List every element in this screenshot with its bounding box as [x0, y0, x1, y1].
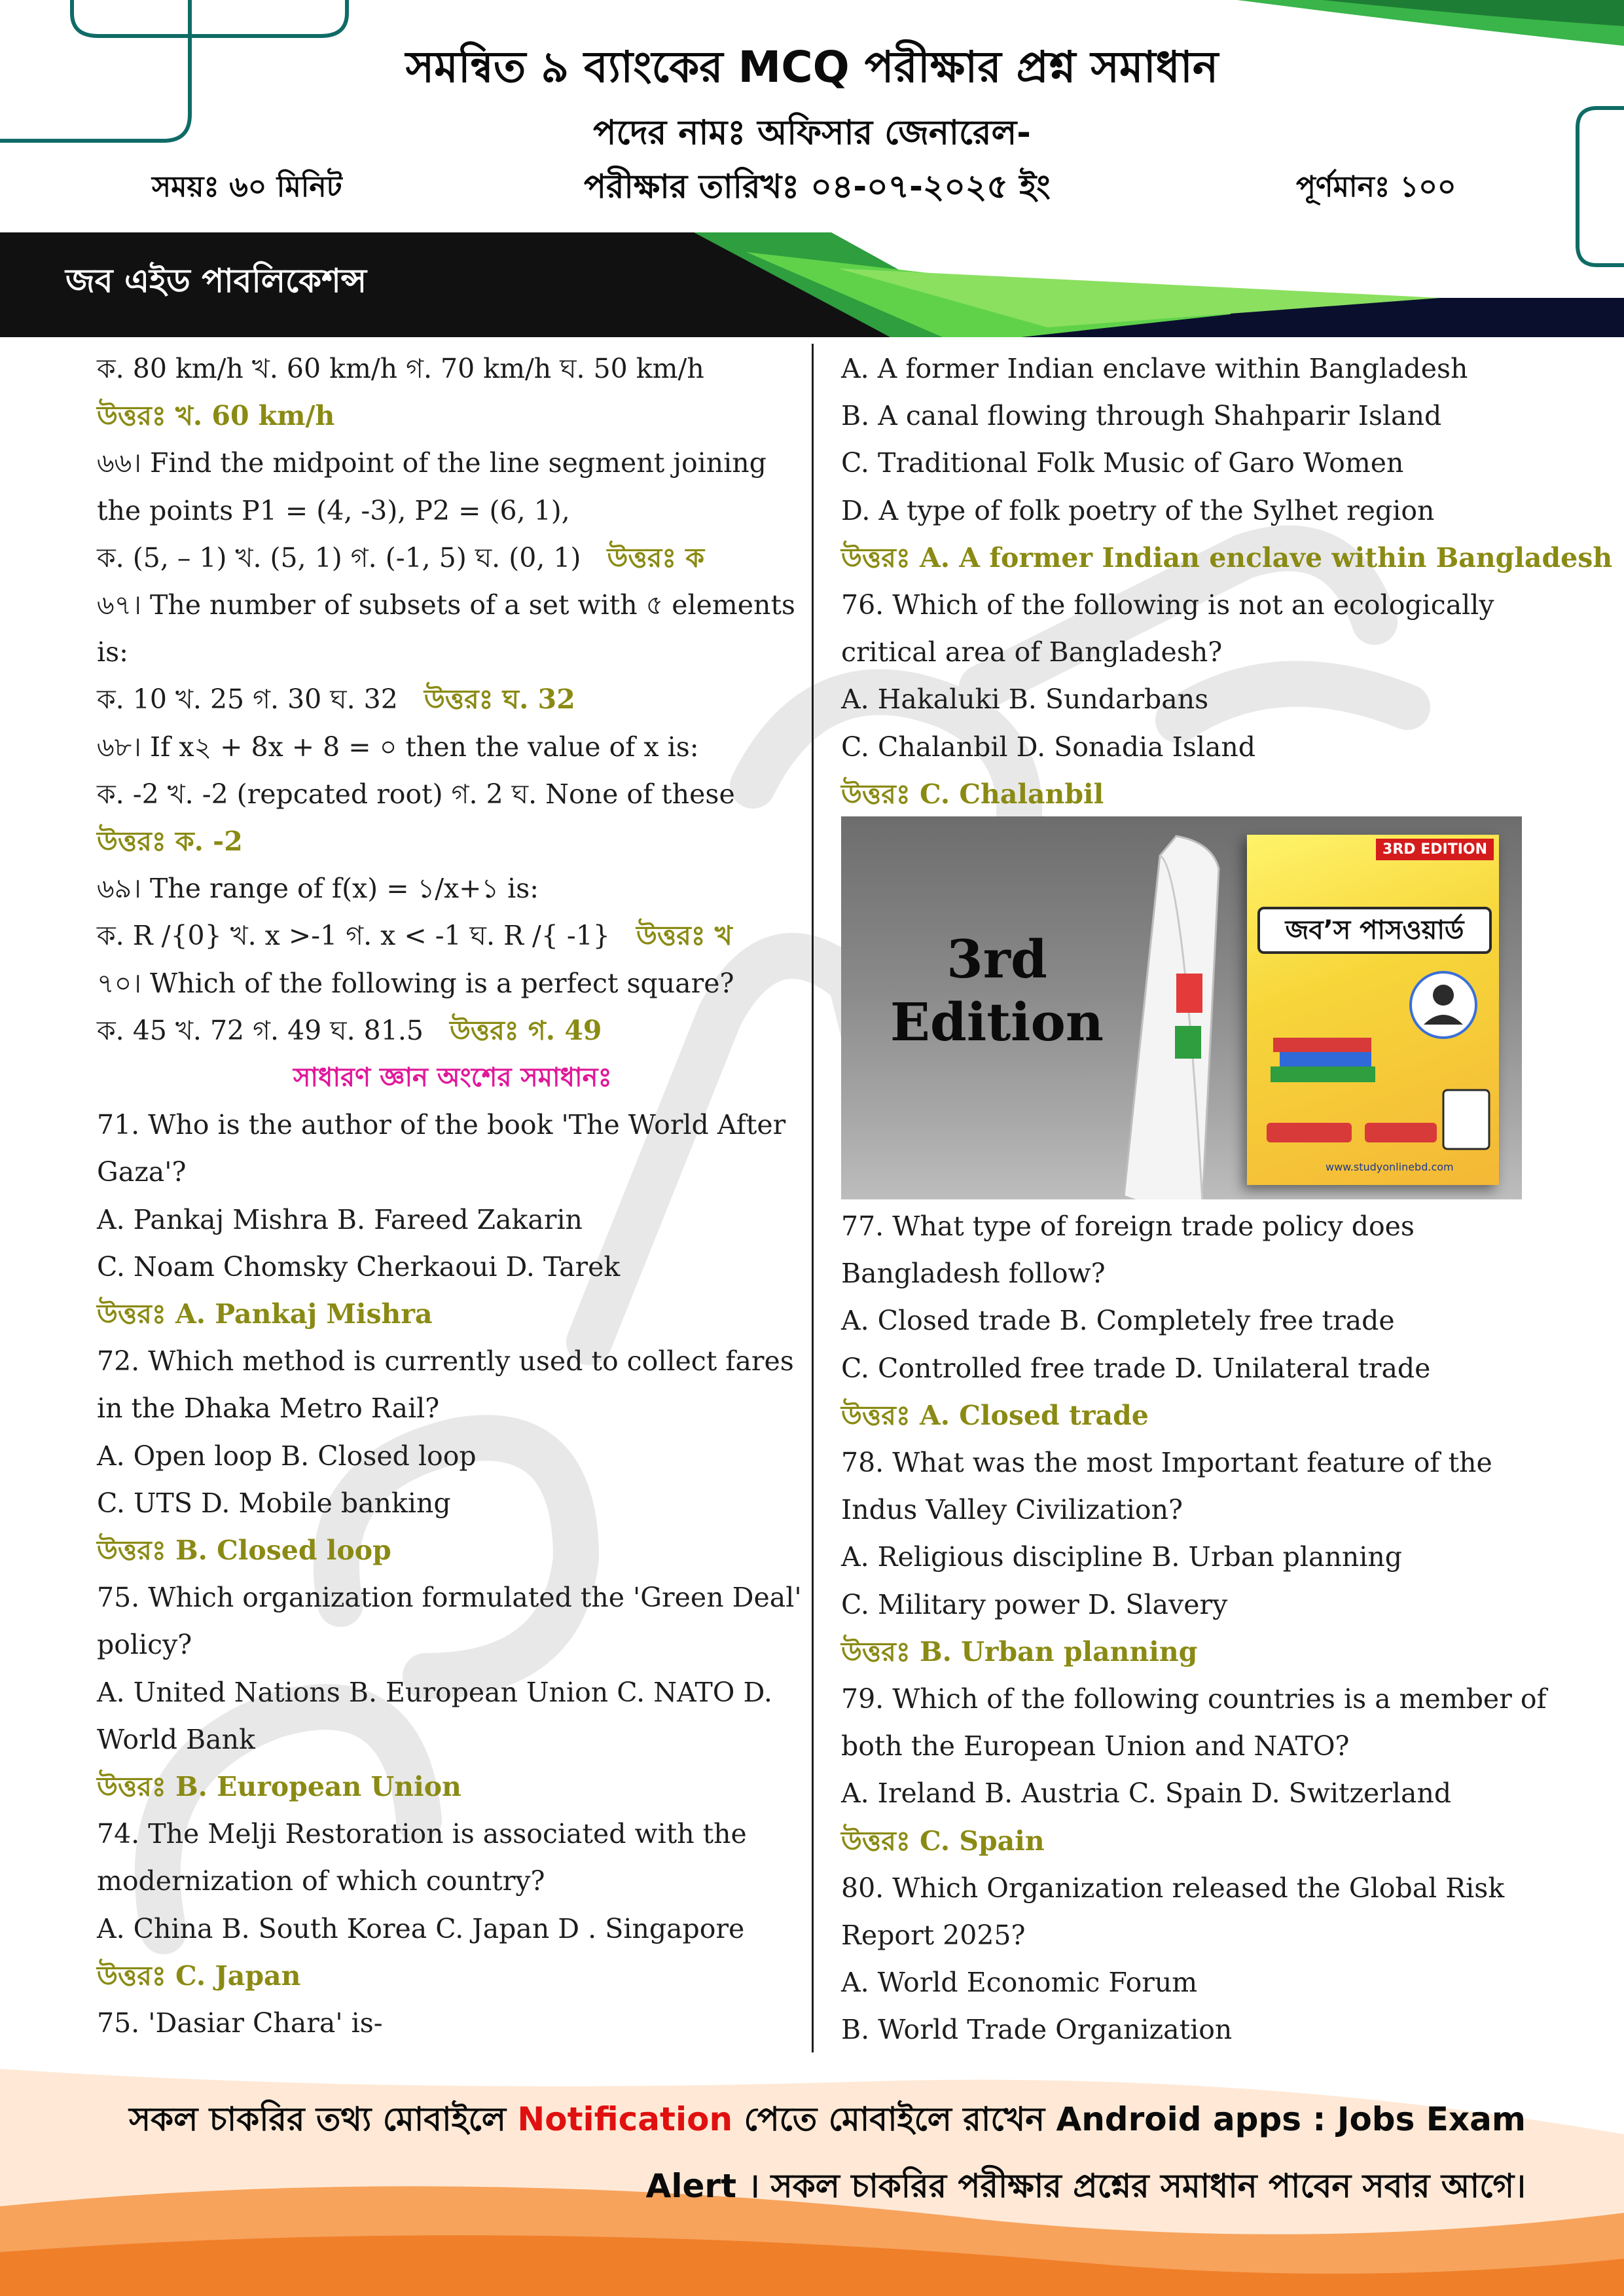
- line-text: উত্তরঃ ক. -2: [97, 826, 243, 857]
- notification-word: Notification: [517, 2100, 733, 2138]
- question-line: [97, 1389, 439, 1428]
- line-text: উত্তরঃ B. European Union: [97, 1771, 461, 1802]
- question-line: [97, 1152, 187, 1192]
- line-text: উত্তরঃ B. Urban planning: [841, 1635, 1198, 1667]
- footer-line-1: [129, 2095, 1526, 2149]
- line-text: 77. What type of foreign trade policy does: [841, 1211, 1415, 1242]
- answer-line: [97, 1294, 433, 1334]
- edition-badge: 3RD EDITION: [1376, 839, 1494, 860]
- line-text: both the European Union and NATO?: [841, 1730, 1350, 1762]
- question-line: [841, 1774, 1451, 1813]
- question-line: [97, 632, 128, 672]
- question-line: [841, 727, 1255, 767]
- answer-line: [841, 1396, 1149, 1435]
- question-line: [97, 964, 734, 1003]
- question-line: [841, 1301, 1395, 1340]
- question-line: [97, 1814, 747, 1853]
- inline-answer: উত্তরঃ ঘ. 32: [424, 683, 575, 716]
- line-text: C. Chalanbil D. Sonadia Island: [841, 731, 1256, 763]
- question-line: [97, 1673, 772, 1712]
- book-cover: [1247, 835, 1499, 1185]
- question-line: [841, 443, 1403, 483]
- line-text: ক. (5, – 1) খ. (5, 1) গ. (-1, 5) ঘ. (0, 1): [97, 541, 581, 574]
- column-divider: [812, 344, 814, 2052]
- line-text: A. United Nations B. European Union C. NATO D.: [97, 1676, 772, 1708]
- line-text: 76. Which of the following is not an ecologically: [841, 589, 1494, 621]
- line-text: in the Dhaka Metro Rail?: [97, 1393, 440, 1425]
- line-text: Indus Valley Civilization?: [841, 1494, 1183, 1526]
- line-text: A. Hakaluki B. Sundarbans: [841, 683, 1209, 716]
- answer-line: [97, 1531, 391, 1570]
- line-text: 79. Which of the following countries is a member of: [841, 1683, 1547, 1715]
- question-line: [97, 916, 732, 955]
- inline-answer: উত্তরঃ গ. 49: [449, 1014, 602, 1046]
- line-text: B. World Trade Organization: [841, 2014, 1233, 2046]
- question-line: [841, 1490, 1183, 1529]
- line-text: 75. Which organization formulated the 'Green Deal': [97, 1582, 802, 1614]
- line-text: ৬৮। If x২ + 8x + 8 = ০ then the value of x is:: [97, 731, 699, 763]
- line-text: ৬৭। The number of subsets of a set with ৫ elements: [97, 589, 795, 621]
- line-text: ক. R /{0} খ. x >-1 গ. x < -1 ঘ. R /{ -1}: [97, 920, 610, 952]
- line-text: A. A former Indian enclave within Bangladesh: [841, 353, 1468, 384]
- line-text: Report 2025?: [841, 1920, 1026, 1951]
- answer-line: [841, 1632, 1197, 1671]
- publisher-name: জব এইড পাবলিকেশন্স: [65, 262, 367, 300]
- question-line: [97, 727, 699, 767]
- answer-line: [97, 396, 334, 435]
- line-text: ক. 45 খ. 72 গ. 49 ঘ. 81.5: [97, 1014, 424, 1046]
- question-line: [841, 2010, 1232, 2049]
- question-line: [841, 1207, 1415, 1246]
- line-text: ৬৬। Find the midpoint of the line segment joining: [97, 447, 767, 479]
- book-title: জব’স পাসওয়ার্ড: [1257, 907, 1492, 954]
- question-line: [97, 443, 767, 483]
- line-text: A. World Economic Forum: [841, 1967, 1198, 1999]
- line-text: 71. Who is the author of the book 'The World After: [97, 1109, 786, 1141]
- question-line: [841, 1679, 1547, 1719]
- line-text: উত্তরঃ খ. 60 km/h: [97, 400, 335, 432]
- line-text: 74. The Melji Restoration is associated with the: [97, 1818, 747, 1850]
- question-line: [97, 680, 575, 719]
- question-line: [97, 1341, 794, 1381]
- question-line: [97, 1484, 451, 1523]
- line-text: A. Open loop B. Closed loop: [97, 1440, 477, 1472]
- question-line: [841, 1254, 1106, 1293]
- question-line: [97, 1578, 802, 1617]
- book-spine-image: [1098, 829, 1229, 1199]
- question-line: [841, 396, 1441, 435]
- edition-label: [859, 928, 1134, 1053]
- question-line: [97, 2003, 383, 2043]
- question-line: [841, 1726, 1350, 1766]
- answer-line: [841, 774, 1104, 814]
- line-text: policy?: [97, 1629, 192, 1661]
- line-text: 75. 'Dasiar Chara' is-: [97, 2007, 383, 2039]
- line-text: উত্তরঃ A. A former Indian enclave within Bangladesh: [841, 541, 1613, 574]
- line-text: উত্তরঃ A. Pankaj Mishra: [97, 1298, 433, 1330]
- question-line: [841, 1537, 1402, 1576]
- line-text: ক. -2 খ. -2 (repcated root) গ. 2 ঘ. None of these: [97, 778, 735, 810]
- line-text: critical area of Bangladesh?: [841, 636, 1223, 668]
- line-text: C. Military power D. Slavery: [841, 1588, 1228, 1620]
- section-heading: [293, 1058, 612, 1097]
- full-marks: পূর্ণমানঃ ১০০: [1296, 170, 1456, 204]
- exam-time: সময়ঃ ৬০ মিনিট: [152, 170, 342, 204]
- line-text: উত্তরঃ B. Closed loop: [97, 1535, 391, 1566]
- line-text: the points P1 = (4, -3), P2 = (6, 1),: [97, 494, 570, 526]
- question-line: [97, 1625, 192, 1664]
- question-line: [841, 680, 1208, 719]
- line-text: Bangladesh follow?: [841, 1258, 1106, 1290]
- line-text: ক. 10 খ. 25 গ. 30 ঘ. 32: [97, 683, 398, 716]
- line-text: C. Noam Chomsky Cherkaoui D. Tarek: [97, 1250, 621, 1283]
- footer-line-2: Alert । সকল চাকরির পরীক্ষার প্রশ্নের সমাধান পাবেন সবার আগে।: [645, 2167, 1526, 2205]
- line-text: সাধারণ জ্ঞান অংশের সমাধানঃ: [293, 1063, 612, 1093]
- footer-text: পেতে মোবাইলে রাখেন Android apps : Jobs Exam: [732, 2100, 1526, 2138]
- line-text: উত্তরঃ A. Closed trade: [841, 1399, 1149, 1431]
- question-line: [841, 1443, 1492, 1482]
- answer-line: [97, 1956, 300, 1995]
- book-url: www.studyonlinebd.com: [1326, 1161, 1454, 1173]
- page-title: সমন্বিত ৯ ব্যাংকের MCQ পরীক্ষার প্রশ্ন সমাধান: [405, 42, 1219, 92]
- line-text: 78. What was the most Important feature of the: [841, 1447, 1492, 1478]
- question-line: [97, 1247, 620, 1286]
- line-text: A. China B. South Korea C. Japan D . Singapore: [97, 1912, 745, 1944]
- question-line: [97, 585, 795, 625]
- question-line: [97, 1720, 255, 1759]
- question-line: [841, 1963, 1197, 2002]
- line-text: উত্তরঃ C. Japan: [97, 1959, 301, 1992]
- question-line: [841, 349, 1468, 388]
- question-line: [97, 1436, 477, 1476]
- line-text: ৬৯। The range of f(x) = ১/x+১ is:: [97, 873, 539, 905]
- question-line: [97, 538, 704, 577]
- line-text: 72. Which method is currently used to collect fares: [97, 1345, 794, 1377]
- book-cover-art: [1247, 966, 1499, 1162]
- answer-line: [841, 538, 1612, 577]
- line-text: A. Ireland B. Austria C. Spain D. Switzerland: [841, 1777, 1452, 1810]
- question-line: [841, 491, 1434, 530]
- answer-line: [97, 822, 243, 861]
- question-line: [97, 774, 735, 814]
- line-text: 80. Which Organization released the Global Risk: [841, 1872, 1505, 1904]
- line-text: A. Pankaj Mishra B. Fareed Zakarin: [97, 1203, 583, 1235]
- footer-text: সকল চাকরির তথ্য মোবাইলে: [129, 2100, 518, 2138]
- line-text: D. A type of folk poetry of the Sylhet region: [841, 494, 1435, 526]
- line-text: ক. 80 km/h খ. 60 km/h গ. 70 km/h ঘ. 50 km/h: [97, 353, 704, 384]
- question-line: [841, 1349, 1430, 1388]
- exam-date: পরীক্ষার তারিখঃ ০৪-০৭-২০২৫ ইং: [584, 168, 1051, 206]
- question-line: [841, 1585, 1227, 1624]
- line-text: উত্তরঃ C. Spain: [841, 1825, 1045, 1857]
- line-text: C. UTS D. Mobile banking: [97, 1487, 451, 1519]
- line-text: A. Closed trade B. Completely free trade: [841, 1305, 1395, 1337]
- book-advertisement[interactable]: [841, 816, 1522, 1199]
- question-line: [97, 491, 570, 530]
- line-text: is:: [97, 636, 128, 668]
- question-line: [97, 869, 539, 908]
- line-text: A. Religious discipline B. Urban planning: [841, 1541, 1403, 1573]
- line-text: World Bank: [97, 1723, 255, 1755]
- question-line: [97, 349, 704, 388]
- answer-line: [97, 1767, 461, 1806]
- edition-line-1: 3rd: [947, 928, 1047, 990]
- question-line: [97, 1011, 602, 1050]
- question-line: [97, 1909, 744, 1948]
- line-text: ৭০। Which of the following is a perfect square?: [97, 967, 734, 999]
- inline-answer: উত্তরঃ ক: [607, 541, 705, 574]
- answer-line: [841, 1821, 1045, 1861]
- line-text: উত্তরঃ C. Chalanbil: [841, 778, 1104, 810]
- question-line: [841, 632, 1222, 672]
- line-text: Gaza'?: [97, 1156, 187, 1188]
- line-text: B. A canal flowing through Shahparir Island: [841, 400, 1442, 432]
- page-header: [0, 0, 1624, 337]
- inline-answer: উত্তরঃ খ: [636, 920, 732, 952]
- post-name: পদের নামঃ অফিসার জেনারেল-: [593, 113, 1031, 153]
- question-line: [841, 585, 1494, 625]
- line-text: C. Traditional Folk Music of Garo Women: [841, 447, 1404, 479]
- line-text: C. Controlled free trade D. Unilateral trade: [841, 1352, 1431, 1384]
- question-line: [841, 1916, 1026, 1955]
- question-line: [97, 1105, 785, 1144]
- question-line: [841, 1868, 1504, 1908]
- question-line: [97, 1200, 583, 1239]
- question-line: [97, 1861, 545, 1901]
- line-text: modernization of which country?: [97, 1865, 545, 1897]
- edition-line-2: Edition: [890, 991, 1104, 1053]
